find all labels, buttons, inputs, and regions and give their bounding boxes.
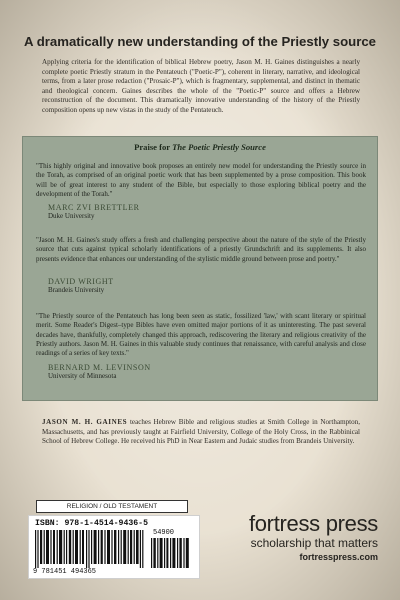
endorser-signature bbox=[48, 203, 140, 222]
ean-barcode-bars bbox=[35, 530, 145, 568]
author-bio bbox=[42, 418, 360, 447]
isbn: ISBN: 978-1-4514-9436-5 bbox=[35, 519, 149, 528]
category-label: RELIGION / OLD TESTAMENT bbox=[36, 500, 188, 513]
quote-text: "The Priestly source of the Pentateuch has long been seen as static, fossilized 'law,' with scant literary or spiritual merit. Some Reader's Digest–type Bibles have even omitted major portions of it as uninteresting. The past several decades have, thankfully, completely changed this approach, rediscovering the literary and religious creativity of the Priestly authors. Jason M. H. Gaines in this valuable study continues that renaissance, with careful analysis and close readings of a series of key texts." bbox=[36, 312, 366, 358]
price-barcode-bars bbox=[151, 538, 191, 568]
headline: A dramatically new understanding of the Priestly source bbox=[24, 34, 376, 49]
praise-title-book: The Poetic Priestly Source bbox=[172, 142, 266, 152]
publisher-tagline: scholarship that matters bbox=[250, 536, 378, 550]
author-name: JASON M. H. GAINES bbox=[42, 418, 128, 426]
endorser-affiliation: Brandeis University bbox=[48, 286, 105, 295]
endorser-name: MARC ZVI BRETTLER bbox=[48, 203, 140, 212]
ean-digits: 9 781451 494365 bbox=[33, 568, 97, 576]
praise-title bbox=[22, 142, 378, 152]
publisher-url[interactable]: fortresspress.com bbox=[299, 552, 378, 562]
praise-panel bbox=[22, 136, 378, 401]
book-description: Applying criteria for the identification of biblical Hebrew poetry, Jason M. H. Gaines distinguishes a nearly complete poetic Priestly stratum in the Pentateuch ("Poetic-P"), coherent in literary, narrative, and ideological terms, from a later prose redaction ("Prosaic-P"), which is fragmentary, supplemental, and distinct in thematic and theological concern. Gaines describes the whole of the "Poetic-P" source and offers a Hebrew reconstruction of the document. This dramatically innovative understanding of the history of the Priestly composition opens up new vistas in the study of the Pentateuch. bbox=[42, 58, 360, 114]
endorser-affiliation: Duke University bbox=[48, 212, 95, 221]
quote-text: "Jason M. H. Gaines's study offers a fresh and challenging perspective about the nature of the style of the Priestly source that cuts against typical scholarly identifications of a priestly Grundschrift and its supplements. It also presents evidence that enhances our understanding of the stylistic middle ground between prose and poetry." bbox=[36, 236, 366, 263]
publisher-block bbox=[218, 512, 378, 564]
publisher-name: fortress press bbox=[248, 511, 378, 536]
endorsement-quote bbox=[36, 312, 366, 381]
endorser-name: DAVID WRIGHT bbox=[48, 277, 114, 286]
quote-text: "This highly original and innovative book proposes an entirely new model for understanding the Priestly source in the Torah, as comprised of an original poetic work that has been supplemented by a prose composition. This book will be of great interest to any student of the Bible, but especially to those exploring biblical poetry and the development of the Torah." bbox=[36, 162, 366, 198]
praise-title-prefix: Praise for bbox=[134, 142, 173, 152]
endorser-signature bbox=[48, 277, 114, 296]
endorser-affiliation: University of Minnesota bbox=[48, 372, 117, 381]
endorser-signature bbox=[48, 363, 151, 382]
endorser-name: BERNARD M. LEVINSON bbox=[48, 363, 151, 372]
price-code: 54900 bbox=[153, 529, 175, 537]
endorsement-quote bbox=[36, 162, 366, 221]
barcode-block bbox=[28, 500, 198, 578]
barcode bbox=[28, 515, 200, 579]
endorsement-quote bbox=[36, 236, 366, 295]
author-bio-text: teaches Hebrew Bible and religious studies at Smith College in Northampton, Massachusetts, and has previously taught at Fairfield University, College of the Holy Cross, in the Rabbinical School of Hebrew College. He received his PhD in Near Eastern and Judaic studies from Brandeis University. bbox=[42, 418, 360, 445]
